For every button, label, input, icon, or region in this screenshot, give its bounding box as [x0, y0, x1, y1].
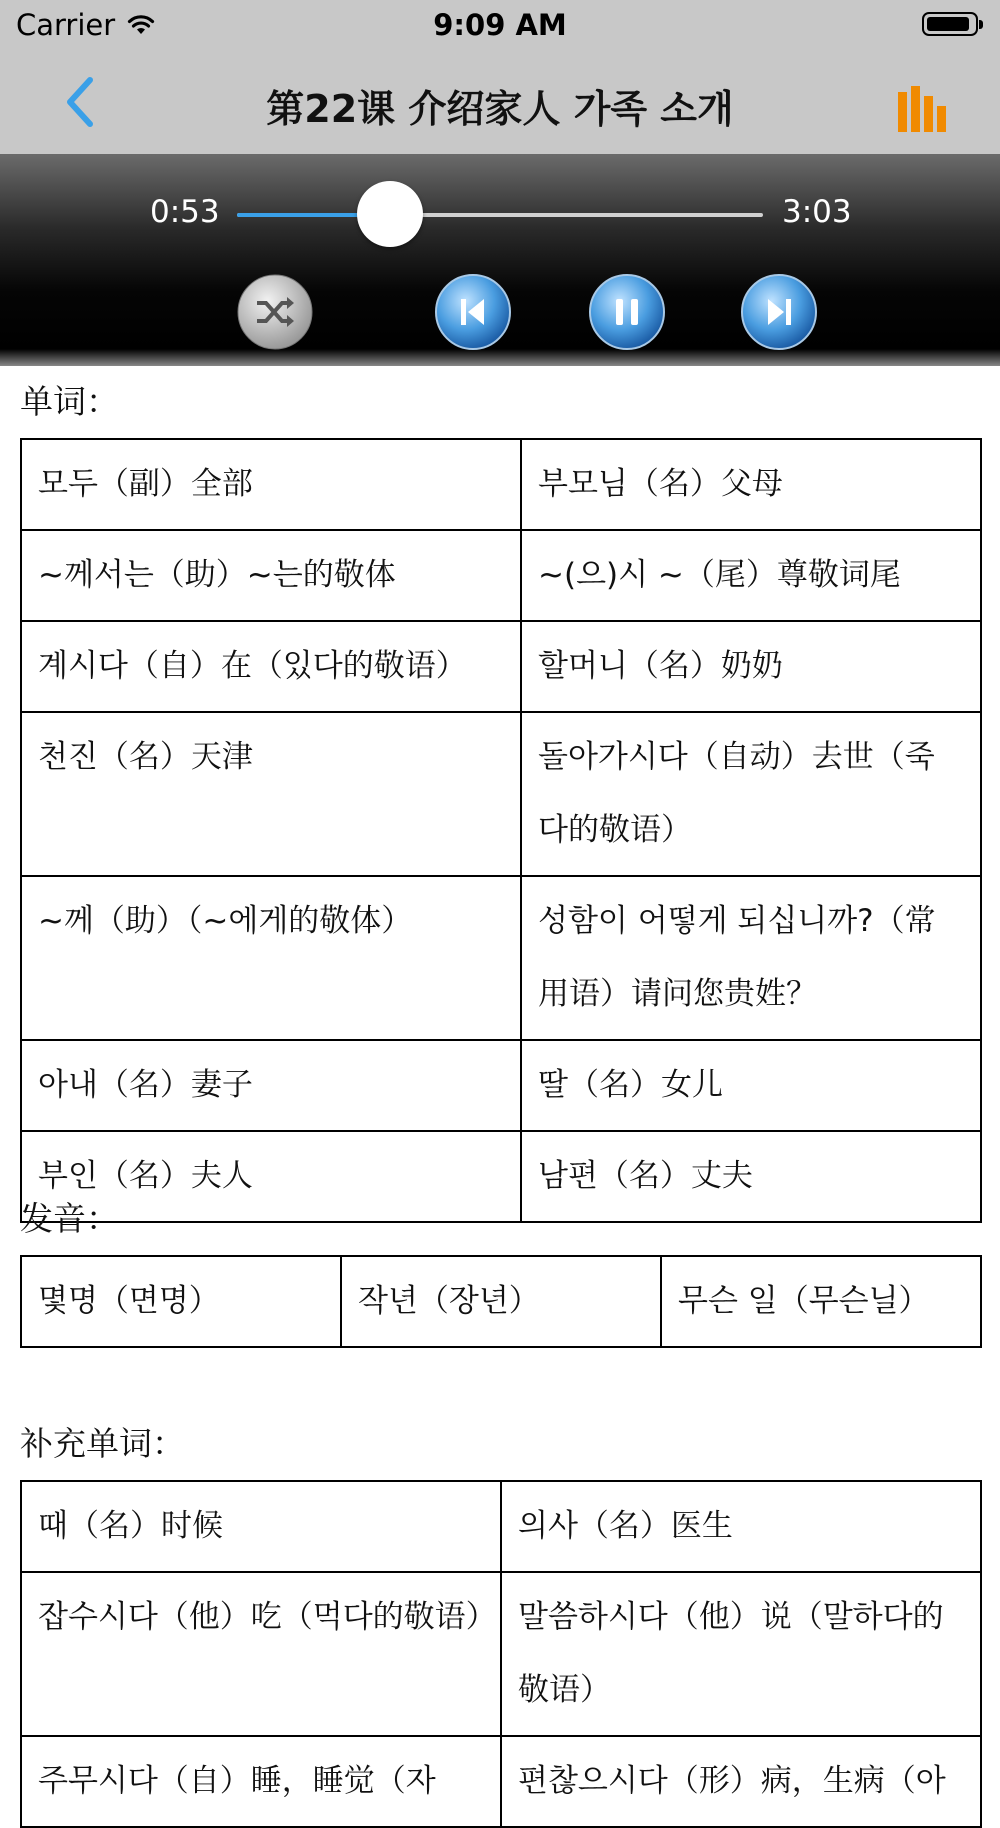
slider-thumb[interactable] — [357, 181, 423, 247]
pronunciation-section-title: 发音： — [20, 1199, 119, 1238]
previous-button[interactable] — [435, 274, 511, 350]
previous-icon — [435, 274, 511, 350]
battery-icon — [922, 12, 978, 36]
table-row — [21, 530, 981, 621]
table-row — [21, 712, 981, 876]
pronunciation-table-body — [21, 1256, 981, 1347]
table-cell: 의사（名）医生 — [501, 1481, 981, 1572]
current-time: 0:53 — [150, 194, 220, 230]
words-section-title: 单词： — [20, 382, 119, 421]
page-title: 第22课 介绍家人 가족 소개 — [266, 87, 734, 131]
pronunciation-table — [20, 1255, 982, 1348]
table-cell: 부모님（名）父母 — [521, 439, 981, 530]
extra-words-section-title: 补充单词： — [20, 1424, 185, 1463]
equalizer-button[interactable] — [896, 86, 952, 134]
table-row — [21, 876, 981, 1040]
equalizer-icon — [896, 86, 952, 134]
shuffle-button[interactable] — [237, 274, 313, 350]
table-cell: 아내（名）妻子 — [21, 1040, 521, 1131]
table-cell: 작년（장년） — [341, 1256, 661, 1347]
table-row — [21, 1736, 981, 1827]
table-cell: 주무시다（自）睡，睡觉（자 — [21, 1736, 501, 1827]
table-cell: 돌아가시다（自动）去世（죽다的敬语） — [521, 712, 981, 876]
progress-slider[interactable] — [237, 213, 763, 217]
table-cell: 잡수시다（他）吃（먹다的敬语） — [21, 1572, 501, 1736]
table-row — [21, 1131, 981, 1222]
extra-words-table — [20, 1480, 982, 1828]
shuffle-icon — [237, 274, 313, 350]
table-row — [21, 1040, 981, 1131]
table-cell: ~께서는（助）~는的敬体 — [21, 530, 521, 621]
audio-player — [0, 154, 1000, 366]
next-button[interactable] — [741, 274, 817, 350]
pause-icon — [589, 274, 665, 350]
table-cell: 편찮으시다（形）病，生病（아 — [501, 1736, 981, 1827]
table-row — [21, 1256, 981, 1347]
table-cell: ~께（助）（~에게的敬体） — [21, 876, 521, 1040]
table-cell: 몇명（면명） — [21, 1256, 341, 1347]
table-cell: 무슨 일（무슨닐） — [661, 1256, 981, 1347]
table-cell: 때（名）时候 — [21, 1481, 501, 1572]
table-cell: 부인（名）夫人 — [21, 1131, 521, 1222]
table-cell: 말씀하시다（他）说（말하다的敬语） — [501, 1572, 981, 1736]
nav-bar — [0, 50, 1000, 154]
table-cell: 딸（名）女儿 — [521, 1040, 981, 1131]
table-cell: 할머니（名）奶奶 — [521, 621, 981, 712]
table-row — [21, 1481, 981, 1572]
status-time: 9:09 AM — [433, 8, 567, 42]
total-time: 3:03 — [782, 194, 852, 230]
status-bar — [0, 0, 1000, 50]
table-cell: 남편（名）丈夫 — [521, 1131, 981, 1222]
battery-fill — [927, 17, 969, 31]
table-cell: 계시다（自）在（있다的敬语） — [21, 621, 521, 712]
table-cell: ~(으)시 ~（尾）尊敬词尾 — [521, 530, 981, 621]
words-table-body — [21, 439, 981, 1222]
words-table — [20, 438, 982, 1223]
pause-button[interactable] — [589, 274, 665, 350]
extra-words-table-body — [21, 1481, 981, 1827]
next-icon — [741, 274, 817, 350]
table-cell: 모두（副）全部 — [21, 439, 521, 530]
table-cell: 성함이 어떻게 되십니까?（常用语）请问您贵姓？ — [521, 876, 981, 1040]
table-row — [21, 1572, 981, 1736]
carrier-label: Carrier — [16, 8, 116, 42]
table-row — [21, 621, 981, 712]
table-row — [21, 439, 981, 530]
table-cell: 천진（名）天津 — [21, 712, 521, 876]
